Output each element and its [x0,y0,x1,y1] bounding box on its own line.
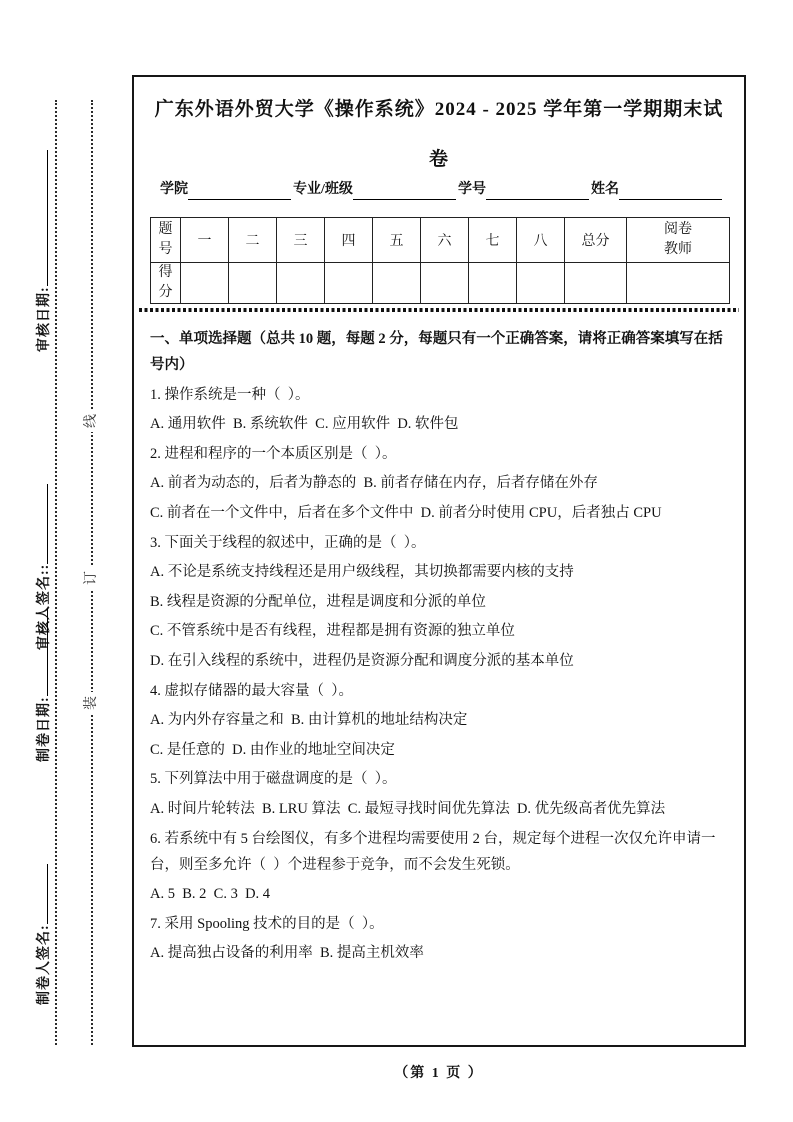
fold-dotted-line [55,100,57,1045]
question-3-option-b: B. 线程是资源的分配单位，进程是调度和分派的单位 [150,593,486,610]
question-1-options: A. 通用软件 B. 系统软件 C. 应用软件 D. 软件包 [150,416,459,433]
question-3-option-c: C. 不管系统中是否有线程，进程都是拥有资源的独立单位 [150,623,515,640]
question-6-options: A. 5 B. 2 C. 3 D. 4 [150,886,271,903]
col-header-7: 七 [469,218,517,263]
binding-char-xian: 线 [81,410,103,432]
col-header-4: 四 [325,218,373,263]
question-2-options-ab: A. 前者为动态的，后者为静态的 B. 前者存储在内存，后者存储在外存 [150,475,598,492]
question-4-options-ab: A. 为内外存容量之和 B. 由计算机的地址结构决定 [150,712,468,729]
grader-header-cell: 阅卷教师 [627,218,730,263]
paper-maker-signature-label: 制卷人签名: [37,924,52,1005]
col-header-1: 一 [181,218,229,263]
student-id-label: 学号 [457,182,486,197]
exam-title: 广东外语外贸大学《操作系统》2024 - 2025 学年第一学期期末试卷 [154,99,724,170]
major-class-blank-line [353,182,456,200]
question-5-options: A. 时间片轮转法 B. LRU 算法 C. 最短寻找时间优先算法 D. 优先级高者优先算法 [150,801,666,817]
total-score-cell [565,263,627,304]
question-2-options-cd: C. 前者在一个文件中，后者在多个文件中 D. 前者分时使用 CPU，后者独占 CPU [150,505,662,522]
question-7-stem: 7. 采用 Spooling 技术的目的是（ ）。 [150,915,384,932]
score-cell [181,263,229,304]
name-label: 姓名 [590,182,619,197]
question-3-option-d: D. 在引入线程的系统中，进程仍是资源分配和调度分派的基本单位 [150,653,574,670]
student-id-blank-line [486,182,589,200]
header-dotted-separator [139,308,739,312]
col-header-6: 六 [421,218,469,263]
college-label: 学院 [160,182,188,197]
paper-maker-signature-blank-line [34,864,48,924]
college-blank-line [188,182,291,200]
section-intro: 一、单项选择题（总共 10 题，每题 2 分，每题只有一个正确答案，请将正确答案填写在括号内） [150,331,723,374]
grader-cell [627,263,730,304]
page-number-label: （第 1 页 ） [394,1066,484,1081]
col-header-5: 五 [373,218,421,263]
question-4-stem: 4. 虚拟存储器的最大容量（ ）。 [150,682,353,699]
question-4-options-cd: C. 是任意的 D. 由作业的地址空间决定 [150,741,395,758]
name-blank-line [619,182,722,200]
review-date-label: 审核日期: [37,286,52,352]
major-class-label: 专业/班级 [293,182,353,197]
question-5-stem: 5. 下列算法中用于磁盘调度的是（ ）。 [150,771,397,788]
question-3-stem: 3. 下面关于线程的叙述中，正确的是（ ）。 [150,534,426,551]
score-cell [469,263,517,304]
question-6-stem: 6. 若系统中有 5 台绘图仪，有多个进程均需要使用 2 台，规定每个进程一次仅允许申请一台，则至多允许（ ）个进程参于竞争，而不会发生死锁。 [150,830,716,873]
col-header-2: 二 [229,218,277,263]
question-7-options: A. 提高独占设备的利用率 B. 提高主机效率 [150,945,424,962]
question-number-header-cell: 题号 [151,218,181,263]
review-date-blank-line [34,150,48,286]
score-cell [421,263,469,304]
question-1-stem: 1. 操作系统是一种（ ）。 [150,386,310,403]
question-2-stem: 2. 进程和程序的一个本质区别是（ ）。 [150,445,397,462]
paper-made-date-blank-line [34,608,48,696]
score-table-header-row [151,218,730,263]
reviewer-signature-blank-line [34,484,48,564]
score-cell [517,263,565,304]
score-cell [373,263,421,304]
student-info-row [160,178,724,200]
col-header-8: 八 [517,218,565,263]
total-score-header-cell: 总分 [565,218,627,263]
paper-maker-signature-field [33,840,55,1005]
binding-char-zhuang: 装 [81,692,103,714]
review-date-field [33,147,55,352]
score-table [150,217,730,304]
reviewer-signature-label: 审核人签名:: [37,563,52,650]
col-header-3: 三 [277,218,325,263]
score-row-header-cell: 得分 [151,263,181,304]
score-table-score-row [151,263,730,304]
score-cell [229,263,277,304]
paper-made-date-field [33,597,55,762]
questions-section [150,326,730,970]
exam-content-frame [132,75,746,1047]
score-cell [277,263,325,304]
score-cell [325,263,373,304]
binding-char-ding: 订 [81,567,103,589]
question-3-option-a: A. 不论是系统支持线程还是用户级线程，其切换都需要内核的支持 [150,564,574,581]
paper-made-date-label: 制卷日期: [37,696,52,762]
